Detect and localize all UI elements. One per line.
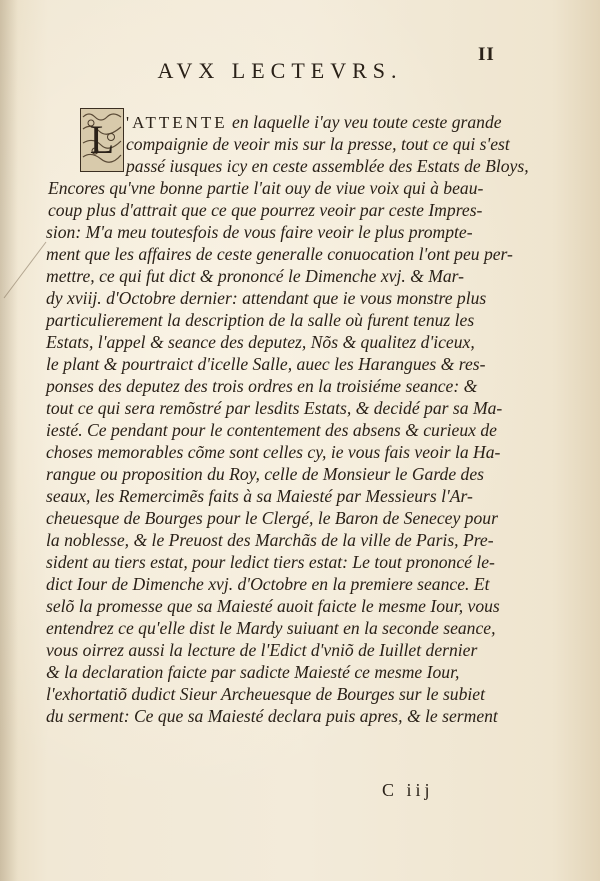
- text-line: iesté. Ce pendant pour le contentement des absens & curieux de: [46, 420, 497, 440]
- text-line: selõ la promesse que sa Maiesté auoit faicte le mesme Iour, vous: [46, 596, 500, 616]
- text-line: sident au tiers estat, pour ledict tiers estat: Le tout prononcé le-: [46, 552, 495, 572]
- text-line: rangue ou proposition du Roy, celle de Monsieur le Garde des: [46, 464, 484, 484]
- text-line: dy xviij. d'Octobre dernier: attendant que ie vous monstre plus: [46, 288, 487, 308]
- page-number: II: [478, 44, 495, 65]
- text-line: passé iusques icy en ceste assemblée des Estats de Bloys,: [126, 156, 529, 176]
- text-line: choses memorables cõme sont celles cy, ie vous fais veoir la Ha-: [46, 442, 501, 462]
- text-line: particulierement la description de la salle où furent tenuz les: [46, 310, 475, 330]
- text-line: la noblesse, & le Preuost des Marchãs de la ville de Paris, Pre-: [46, 530, 494, 550]
- text-line: coup plus d'attrait que ce que pourrez veoir par ceste Impres-: [48, 200, 483, 220]
- svg-text:L: L: [89, 117, 115, 162]
- text-line: Encores qu'vne bonne partie l'ait ouy de viue voix qui à beau-: [48, 178, 484, 198]
- text-line: ment que les affaires de ceste generalle conuocation l'ont peu per-: [46, 244, 513, 264]
- text-line: & la declaration faicte par sadicte Maiesté ce mesme Iour,: [46, 662, 460, 682]
- text-line: vous oirrez aussi la lecture de l'Edict d'vniõ de Iuillet dernier: [46, 640, 478, 660]
- signature-mark: C iij: [382, 780, 434, 800]
- text-line: [126, 111, 502, 134]
- text-line: le plant & pourtraict d'icelle Salle, auec les Harangues & res-: [46, 354, 486, 374]
- text-line: l'exhortatiõ dudict Sieur Archeuesque de Bourges sur le subiet: [46, 684, 485, 704]
- text-line: Estats, l'appel & seance des deputez, Nõs & qualitez d'iceux,: [46, 332, 475, 352]
- text-line: tout ce qui sera remõstré par lesdits Estats, & decidé par sa Ma-: [46, 398, 503, 418]
- text-line: cheuesque de Bourges pour le Clergé, le Baron de Senecey pour: [46, 508, 498, 528]
- text-line: du serment: Ce que sa Maiesté declara puis apres, & le serment: [46, 706, 498, 726]
- text-line: compaignie de veoir mis sur la presse, tout ce qui s'est: [126, 134, 510, 154]
- text-line: entendrez ce qu'elle dist le Mardy suiuant en la seconde seance,: [46, 618, 496, 638]
- text-line: mettre, ce qui fut dict & prononcé le Dimenche xvj. & Mar-: [46, 266, 465, 286]
- running-head: AVX LECTEVRS.: [157, 58, 403, 83]
- text-line: ponses des deputez des trois ordres en la troisiéme seance: &: [46, 376, 478, 396]
- text-line: sion: M'a meu toutesfois de vous faire veoir le plus prompte-: [46, 222, 473, 242]
- opening-line-rest: en laquelle i'ay veu toute ceste grande: [227, 112, 502, 132]
- opening-capitals: 'ATTENTE: [126, 113, 228, 132]
- text-line: dict Iour de Dimenche xvj. d'Octobre en la premiere seance. Et: [46, 574, 490, 594]
- text-line: seaux, les Remercimẽs faits à sa Maiesté par Messieurs l'Ar-: [46, 486, 473, 506]
